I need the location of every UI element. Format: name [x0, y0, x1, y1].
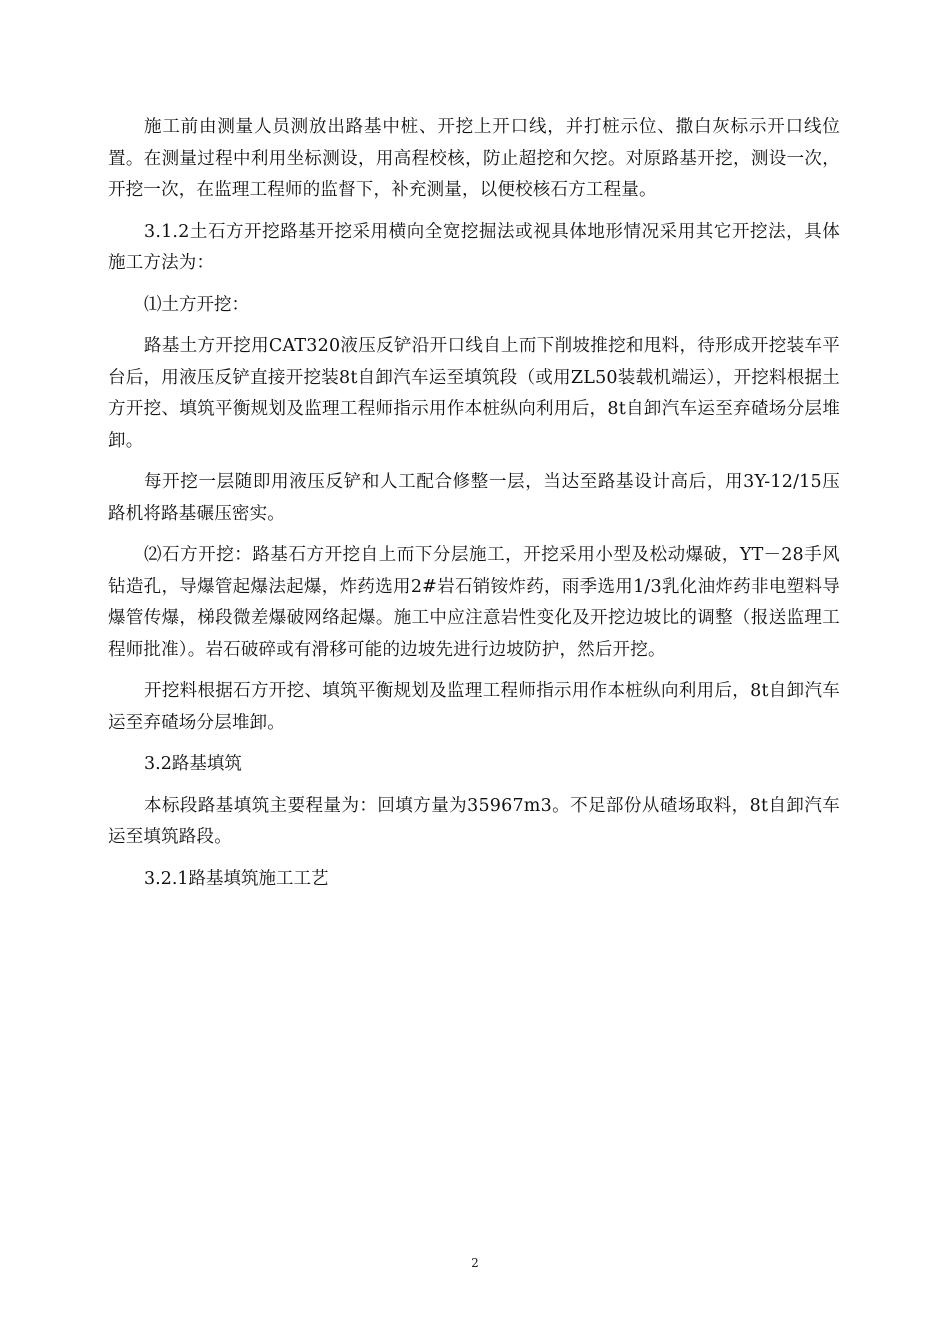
paragraph-rock-material-use: 开挖料根据石方开挖、填筑平衡规划及监理工程师指示用作本桩纵向利用后，8t自卸汽车运至弃碴场分层堆卸。 [108, 681, 840, 733]
page-number: 2 [471, 1256, 479, 1270]
document-body [108, 112, 840, 905]
heading-subgrade-filling: 3.2路基填筑 [144, 754, 242, 774]
paragraph-rock-excavation: ⑵石方开挖：路基石方开挖自上而下分层施工，开挖采用小型及松动爆破，YT－28手风钻造孔，导爆管起爆法起爆，炸药选用2#岩石销铵炸药，雨季选用1/3乳化油炸药非电塑料导爆管传爆，梯段微差爆破网络起爆。施工中应注意岩性变化及开挖边坡比的调整（报送监理工程师批准）。岩石破碎或有滑移可能的边坡先进行边坡防护，然后开挖。 [108, 545, 840, 660]
paragraph-survey: 施工前由测量人员测放出路基中桩、开挖上开口线，并打桩示位、撒白灰标示开口线位置。在测量过程中利用坐标测设，用高程校核，防止超挖和欠挖。对原路基开挖，测设一次，开挖一次，在监理工程师的监督下，补充测量，以便校核石方工程量。 [108, 117, 840, 200]
heading-filling-process: 3.2.1路基填筑施工工艺 [144, 868, 329, 889]
heading-earth-excavation: ⑴土方开挖： [144, 294, 249, 315]
paragraph-excavation-method: 3.1.2土石方开挖路基开挖采用横向全宽挖掘法或视具体地形情况采用其它开挖法，具体施工方法为： [108, 221, 840, 273]
paragraph-earth-excavation: 路基土方开挖用CAT320液压反铲沿开口线自上而下削坡推挖和甩料，待形成开挖装车平台后，用液压反铲直接开挖装8t自卸汽车运至填筑段（或用ZL50装载机端运），开挖料根据土方开挖、填筑平衡规划及监理工程师指示用作本桩纵向利用后，8t自卸汽车运至弃碴场分层堆卸。 [108, 336, 840, 451]
paragraph-layer-trimming: 每开挖一层随即用液压反铲和人工配合修整一层，当达至路基设计高后，用3Y-12/15压路机将路基碾压密实。 [108, 472, 840, 524]
paragraph-filling-quantity: 本标段路基填筑主要程量为：回填方量为35967m3。不足部份从碴场取料，8t自卸汽车运至填筑路段。 [108, 795, 840, 847]
